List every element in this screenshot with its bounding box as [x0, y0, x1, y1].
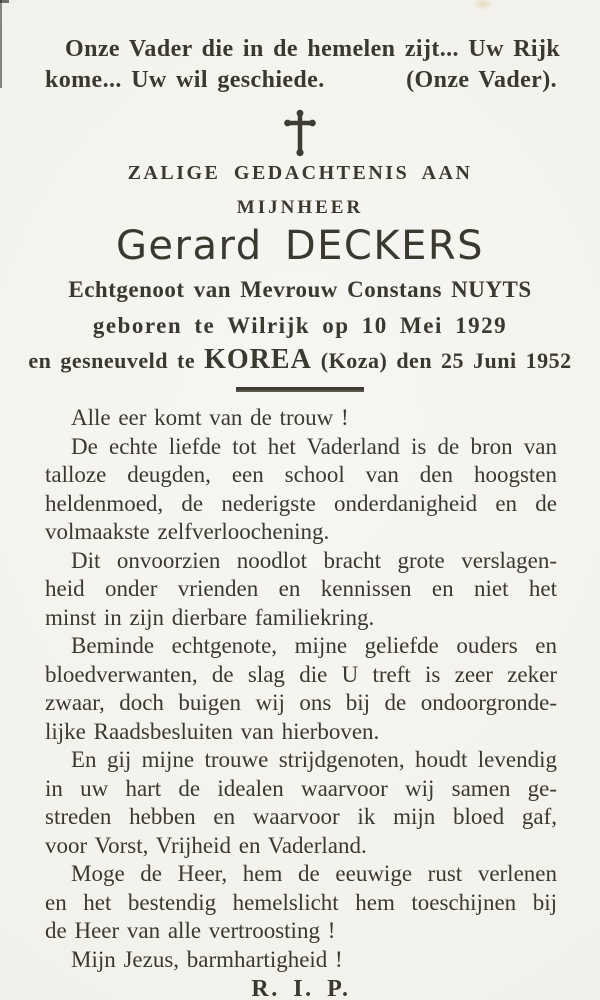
body-line: En gij mijne trouwe strijdgenoten, houdt levendig	[71, 747, 557, 772]
prayer-source: (Onze Vader).	[406, 67, 557, 93]
death-suffix: (Koza) den 25 Juni 1952	[311, 348, 572, 373]
body-line: streden hebben en waarvoor ik mijn bloed gaf,	[45, 804, 557, 829]
memorial-heading: ZALIGE GEDACHTENIS AAN	[127, 162, 473, 184]
body-line: de Heer van alle vertroosting !	[45, 918, 336, 943]
body-line: heid onder vrienden en kennissen en niet het	[45, 576, 557, 601]
eulogy-text	[0, 404, 600, 1000]
budded-cross-icon	[283, 108, 317, 158]
scan-corner-artifact	[0, 0, 9, 3]
death-prefix: en gesneuveld te	[28, 348, 205, 373]
cross-container	[0, 108, 600, 158]
body-line: en het bestendig hemelslicht hem toeschijnen bij	[45, 889, 557, 915]
opening-prayer	[0, 0, 600, 96]
death-place: KOREA	[204, 344, 312, 375]
body-line: voor Vorst, Vrijheid en Vaderland.	[45, 832, 367, 858]
scan-edge-artifact	[0, 0, 2, 88]
body-line: Beminde echtgenote, mijne geliefde ouders en	[71, 633, 557, 658]
prayer-line-1: Onze Vader die in de hemelen zijt... Uw Rijk	[65, 36, 561, 62]
paper-smudge	[468, 0, 498, 14]
body-line: bloedverwanten, de slag die U treft is zeer zeker	[45, 661, 557, 687]
deceased-name: Gerard DECKERS	[115, 223, 485, 269]
body-line: in uw hart de idealen waarvoor wij samen ge-	[45, 775, 557, 801]
prayer-line-2	[45, 65, 557, 96]
body-line: Dit onvoorzien noodlot bracht grote verslagen-	[71, 547, 557, 573]
spouse-line: Echtgenoot van Mevrouw Constans NUYTS	[68, 277, 532, 302]
body-line: heldenmoed, de nederigste onderdanigheid en de	[45, 490, 557, 516]
rip-line: R. I. P.	[251, 976, 351, 1000]
birth-line: geboren te Wilrijk op 10 Mei 1929	[92, 313, 508, 338]
prayer-line-2-left: kome... Uw wil geschiede.	[45, 67, 325, 93]
body-line: Alle eer komt van de trouw !	[71, 405, 349, 430]
body-paragraphs	[45, 404, 557, 974]
body-line: De echte liefde tot het Vaderland is de bron van	[71, 433, 557, 459]
honorific-heading: MIJNHEER	[236, 197, 364, 218]
body-line: lijke Raadsbesluiten van hierboven.	[45, 718, 380, 744]
body-line: Moge de Heer, hem de eeuwige rust verlenen	[71, 861, 557, 886]
body-line: Mijn Jezus, barmhartigheid !	[71, 946, 343, 972]
body-line: talloze deugden, een school van den hoogsten	[45, 462, 557, 487]
death-line	[0, 344, 600, 376]
body-line: zwaar, doch buigen wij ons bij de ondoorgronde-	[45, 690, 557, 715]
section-divider	[236, 387, 364, 392]
body-line: volmaakste zelfverloochening.	[45, 519, 330, 544]
body-line: minst in zijn dierbare familiekring.	[45, 604, 375, 630]
